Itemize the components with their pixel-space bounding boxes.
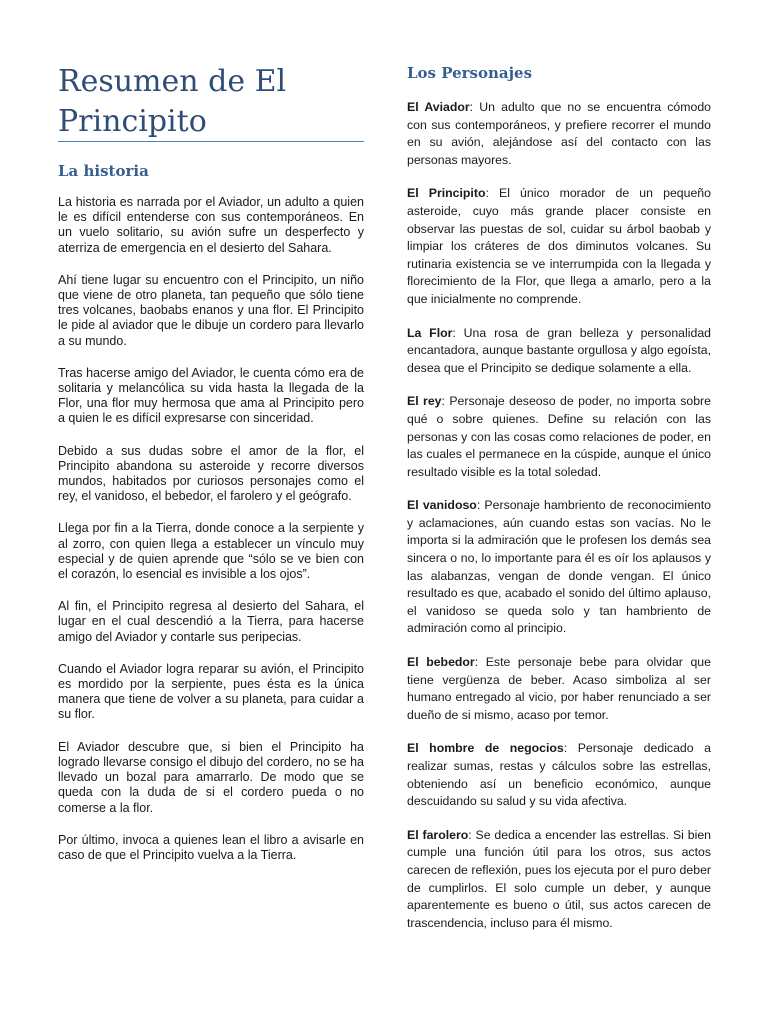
story-paragraph: Ahí tiene lugar su encuentro con el Principito, un niño que viene de otro planeta, tan pequeño que sólo tiene tres volcanes, baobabs enanos y una flor. El Principito le pide al aviador que le dibuje un cordero para llevarlo a su mundo. <box>58 272 364 348</box>
characters-section <box>407 99 711 948</box>
character-entry <box>407 740 711 810</box>
character-name: El Aviador <box>407 100 470 114</box>
title-divider <box>58 141 364 142</box>
story-paragraph: Llega por fin a la Tierra, donde conoce a la serpiente y al zorro, con quien llega a establecer un vínculo muy especial y de quien aprende que “sólo se ve bien con el corazón, lo esencial es invisible a los ojos”. <box>58 521 364 582</box>
character-name: La Flor <box>407 325 453 340</box>
character-name: El hombre de negocios <box>407 741 564 756</box>
character-entry <box>407 654 711 724</box>
character-description: : Una rosa de gran belleza y personalidad encantadora, aunque bastante orgullosa y algo egoísta, desea que el Principito se dedique solamente a ella. <box>407 325 711 375</box>
character-entry <box>407 99 711 169</box>
character-entry <box>407 497 711 638</box>
character-description: : Este personaje bebe para olvidar que tiene vergüenza de beber. Acaso simboliza al ser humano entregado al vicio, por haber renunciado a ser dueño de si mismo, acaso por temor. <box>407 655 711 722</box>
character-description: : Personaje deseoso de poder, no importa sobre qué o sobre quienes. Define su relación con las personas y con las cosas como relaciones de poder, en las cuales el permanece en la cúspide, aunque el único resultado visible es la total soledad. <box>407 394 711 479</box>
story-paragraph: Cuando el Aviador logra reparar su avión, el Principito es mordido por la serpiente, pues ésta es la única manera que tiene de volver a su planeta, para cuidar a su flor. <box>58 661 364 722</box>
character-entry <box>407 393 711 481</box>
character-name: El bebedor <box>407 655 475 670</box>
story-paragraph: El Aviador descubre que, si bien el Principito ha logrado llevarse consigo el dibujo del cordero, no se ha llevado un bozal para amarrarlo. De modo que se queda con la duda de si el cordero pueda o no comerse a la flor. <box>58 739 364 815</box>
character-entry <box>407 185 711 308</box>
character-entry <box>407 827 711 933</box>
character-name: El rey <box>407 394 442 409</box>
character-description: : El único morador de un pequeño asteroide, cuyo más grande placer consiste en observar las puestas de sol, cuidar su árbol baobab y limpiar los cráteres de dos diminutos volcanes. Su rutinaria existencia se ve interrumpida con la llegada y florecimiento de la Flor, que llega a amarlo, pero a la que inicialmente no comprende. <box>407 186 711 306</box>
character-name: El vanidoso <box>407 498 477 513</box>
story-paragraph: Por último, invoca a quienes lean el libro a avisarle en caso de que el Principito vuelva a la Tierra. <box>58 832 364 862</box>
character-name: El Principito <box>407 186 486 201</box>
character-entry <box>407 325 711 378</box>
story-section <box>58 195 364 880</box>
section-heading-personajes: Los Personajes <box>407 64 533 82</box>
character-description: : Se dedica a encender las estrellas. Si bien cumple una función útil para los otros, sus actos carecen de reflexión, pues los ejecuta por el puro deber de cumplirlos. El solo cumple un deber, y aunque aparentemente es bueno o útil, sus actos carecen de trascendencia, incluso para él mismo. <box>407 827 712 930</box>
character-description: : Personaje hambriento de reconocimiento y aclamaciones, aún cuando estas son vacías. No le importa si la admiración que le profesen los demás sea sincera o no, lo importante para él es oír los aplausos y las alabanzas, vengan de donde vengan. El único resultado es que, acabado el sonido del último aplauso, el vanidoso se queda solo y tan hambriento de admiración como al principio. <box>407 498 712 636</box>
document-title: Resumen de El Principito <box>58 64 287 139</box>
section-heading-historia: La historia <box>58 162 149 180</box>
character-description: : Personaje dedicado a realizar sumas, restas y cálculos sobre las estrellas, obteniendo así un beneficio económico, aunque descuidando su salud y su vida afectiva. <box>407 741 711 809</box>
character-description: : Un adulto que no se encuentra cómodo con sus contemporáneos, y prefiere recorrer el mundo en su avión, alejándose así del contacto con las personas mayores. <box>407 100 712 167</box>
story-paragraph: Tras hacerse amigo del Aviador, le cuenta cómo era de solitaria y melancólica su vida hasta la llegada de la Flor, una flor muy hermosa que ama al Principito pero a quien le es difícil expresarse con sinceridad. <box>58 365 364 426</box>
story-paragraph: La historia es narrada por el Aviador, un adulto a quien le es difícil entenderse con sus contemporáneos. En un vuelo solitario, su avión sufre un desperfecto y aterriza de emergencia en el desierto del Sahara. <box>58 195 364 255</box>
story-paragraph: Debido a sus dudas sobre el amor de la flor, el Principito abandona su asteroide y recorre diversos mundos, habitados por curiosos personajes como el rey, el vanidoso, el bebedor, el farolero y el geógrafo. <box>58 443 364 504</box>
story-paragraph: Al fin, el Principito regresa al desierto del Sahara, el lugar en el cual descendió a la Tierra, para hacerse amigo del Aviador y contarle sus peripecias. <box>58 599 364 644</box>
character-name: El farolero <box>407 827 469 842</box>
